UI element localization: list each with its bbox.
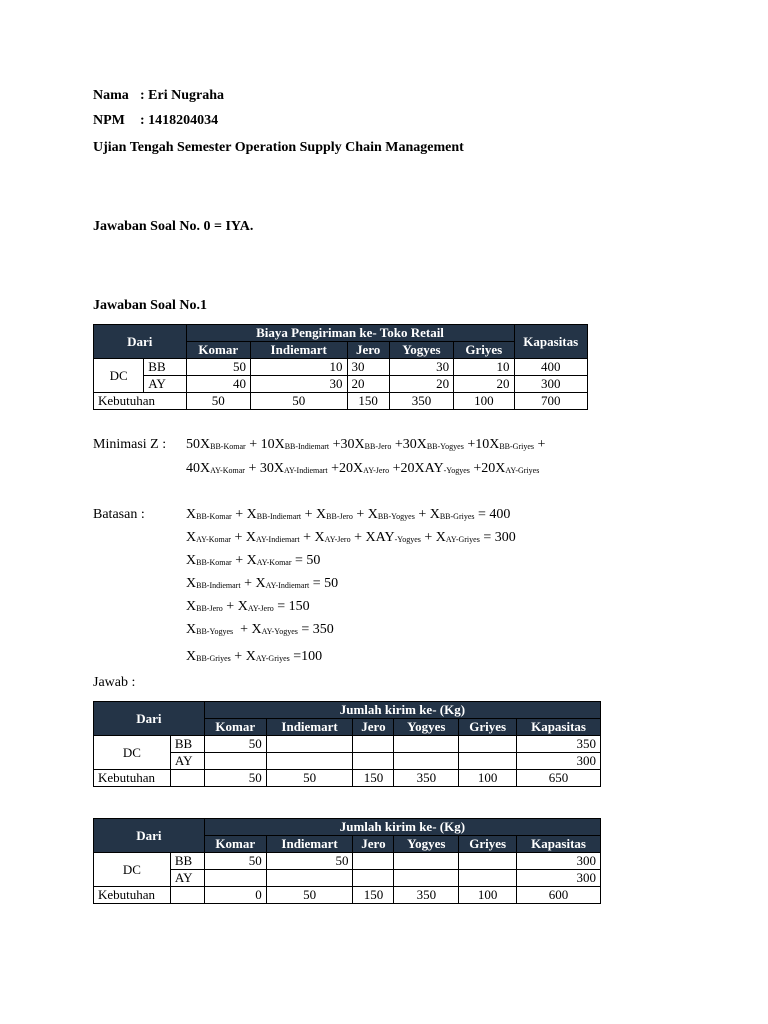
table3-cell: 50 — [204, 853, 266, 870]
table1-cell: 20 — [454, 376, 514, 393]
table2-row-label: AY — [170, 753, 204, 770]
table2-cell — [394, 753, 459, 770]
table-row — [94, 753, 601, 770]
table2-col-header: Kapasitas — [517, 719, 601, 736]
table3-cell: 300 — [517, 870, 601, 887]
table-row — [94, 736, 601, 753]
table1-dc-label: DC — [94, 359, 144, 393]
table3-cell — [353, 853, 394, 870]
table2-cell: 150 — [353, 770, 394, 787]
table1-group-header: Biaya Pengiriman ke- Toko Retail — [186, 325, 514, 342]
table3-dari-header: Dari — [94, 819, 205, 853]
table1-cell: 10 — [250, 359, 347, 376]
table1-kapasitas-header: Kapasitas — [514, 325, 587, 359]
table1-cell: 30 — [389, 359, 453, 376]
table3-group-header: Jumlah kirim ke- (Kg) — [204, 819, 600, 836]
table1-cell: 20 — [389, 376, 453, 393]
table3-row-label: BB — [170, 853, 204, 870]
table-row — [94, 393, 588, 410]
table1-col-header: Jero — [347, 342, 389, 359]
table2-col-header: Indiemart — [266, 719, 353, 736]
table1-col-header: Komar — [186, 342, 250, 359]
constraint-line: $X_{BB-Komar} + X_{BB-Indiemart} + X_{BB-Jero} + X_{BB-Yogyes} + X_{BB-Griyes} = 400$ — [186, 507, 511, 522]
table2-cell: 50 — [204, 770, 266, 787]
table2-cell — [204, 753, 266, 770]
document-title: Ujian Tengah Semester Operation Supply Chain Management — [93, 140, 464, 155]
table2-cell: 100 — [459, 770, 517, 787]
table2-cell: 650 — [517, 770, 601, 787]
nama-value: : Eri Nugraha — [140, 88, 224, 103]
constraint-line: $X_{BB-Griyes} + X_{AY-Griyes} =100$ — [186, 649, 323, 664]
table2-row-label: BB — [170, 736, 204, 753]
soal1-heading: Jawaban Soal No.1 — [93, 298, 207, 313]
table1-row-label: AY — [144, 376, 186, 393]
table3-col-header: Indiemart — [266, 836, 353, 853]
shipment-table-2 — [93, 818, 601, 904]
table2-kebutuhan-label: Kebutuhan — [94, 770, 171, 787]
table1-cell: 150 — [347, 393, 389, 410]
constraint-line: $X_{BB-Jero} + X_{AY-Jero} = 150$ — [186, 599, 310, 614]
table-row — [94, 359, 588, 376]
table1-cell: 30 — [347, 359, 389, 376]
table1-row-label: BB — [144, 359, 186, 376]
table1-kebutuhan-label: Kebutuhan — [94, 393, 187, 410]
table2-col-header: Komar — [204, 719, 266, 736]
table3-cell — [394, 870, 459, 887]
table1-col-header: Yogyes — [389, 342, 453, 359]
table1-col-header: Griyes — [454, 342, 514, 359]
table1-cell: 700 — [514, 393, 587, 410]
table2-cell: 350 — [517, 736, 601, 753]
table2-cell — [266, 753, 353, 770]
table3-col-header: Griyes — [459, 836, 517, 853]
table1-cell: 40 — [186, 376, 250, 393]
table2-cell — [394, 736, 459, 753]
table3-cell — [459, 853, 517, 870]
table3-col-header: Kapasitas — [517, 836, 601, 853]
constraint-line: $X_{BB-Indiemart} + X_{AY-Indiemart} = 50$ — [186, 576, 339, 591]
table2-cell — [170, 770, 204, 787]
table2-cell: 50 — [204, 736, 266, 753]
table2-cell — [353, 736, 394, 753]
table2-cell — [266, 736, 353, 753]
soal0-answer: Jawaban Soal No. 0 = IYA. — [93, 219, 254, 234]
table2-col-header: Griyes — [459, 719, 517, 736]
table3-cell — [459, 870, 517, 887]
batasan-label: Batasan : — [93, 507, 145, 522]
table-row — [94, 887, 601, 904]
table2-cell: 350 — [394, 770, 459, 787]
table3-col-header: Komar — [204, 836, 266, 853]
table1-cell: 30 — [250, 376, 347, 393]
constraint-line: $X_{AY-Komar} + X_{AY-Indiemart} + X_{AY-Jero} + XAY_{-Yogyes} + X_{AY-Griyes} = 300$ — [186, 530, 516, 545]
table1-cell: 300 — [514, 376, 587, 393]
minimasi-label: Minimasi Z : — [93, 437, 167, 452]
table2-cell — [353, 753, 394, 770]
nama-label: Nama — [93, 88, 129, 103]
constraint-line: $X_{BB-Yogyes} + X_{AY-Yogyes} = 350$ — [186, 622, 334, 637]
table3-col-header: Jero — [353, 836, 394, 853]
table1-col-header: Indiemart — [250, 342, 347, 359]
table2-col-header: Yogyes — [394, 719, 459, 736]
npm-value: : 1418204034 — [140, 113, 219, 128]
table3-cell: 0 — [204, 887, 266, 904]
table3-cell: 50 — [266, 887, 353, 904]
table1-cell: 20 — [347, 376, 389, 393]
minimasi-line: $50X_{BB-Komar} + 10X_{BB-Indiemart} +30X_{BB-Jero} +30X_{BB-Yogyes} +10X_{BB-Griyes}$ + — [186, 437, 546, 452]
table3-cell — [170, 887, 204, 904]
jawab-label: Jawab : — [93, 675, 136, 690]
minimasi-line: $40X_{AY-Komar} + 30X_{AY-Indiemart} +20X_{AY-Jero} +20XAY_{-Yogyes} +20X_{AY-Griyes}$ — [186, 461, 540, 476]
table2-dc-label: DC — [94, 736, 171, 770]
table2-group-header: Jumlah kirim ke- (Kg) — [204, 702, 600, 719]
table1-cell: 100 — [454, 393, 514, 410]
table3-cell — [353, 870, 394, 887]
table3-cell: 600 — [517, 887, 601, 904]
table3-cell — [266, 870, 353, 887]
cost-table — [93, 324, 588, 410]
table1-cell: 10 — [454, 359, 514, 376]
table-row — [94, 376, 588, 393]
table3-cell: 100 — [459, 887, 517, 904]
shipment-table-1 — [93, 701, 601, 787]
table3-cell: 350 — [394, 887, 459, 904]
table-row — [94, 870, 601, 887]
table2-dari-header: Dari — [94, 702, 205, 736]
table3-cell — [394, 853, 459, 870]
table1-cell: 350 — [389, 393, 453, 410]
table3-row-label: AY — [170, 870, 204, 887]
table1-dari-header: Dari — [94, 325, 187, 359]
table3-dc-label: DC — [94, 853, 171, 887]
table3-cell: 50 — [266, 853, 353, 870]
table-row — [94, 770, 601, 787]
table1-cell: 400 — [514, 359, 587, 376]
table3-cell: 300 — [517, 853, 601, 870]
table2-cell — [459, 736, 517, 753]
table2-cell — [459, 753, 517, 770]
table2-cell: 300 — [517, 753, 601, 770]
table-row — [94, 853, 601, 870]
table1-cell: 50 — [186, 393, 250, 410]
table1-cell: 50 — [250, 393, 347, 410]
constraint-line: $X_{BB-Komar} + X_{AY-Komar} = 50$ — [186, 553, 321, 568]
table3-col-header: Yogyes — [394, 836, 459, 853]
table3-cell — [204, 870, 266, 887]
npm-label: NPM — [93, 113, 125, 128]
table2-col-header: Jero — [353, 719, 394, 736]
table1-cell: 50 — [186, 359, 250, 376]
table3-cell: 150 — [353, 887, 394, 904]
table3-kebutuhan-label: Kebutuhan — [94, 887, 171, 904]
table2-cell: 50 — [266, 770, 353, 787]
